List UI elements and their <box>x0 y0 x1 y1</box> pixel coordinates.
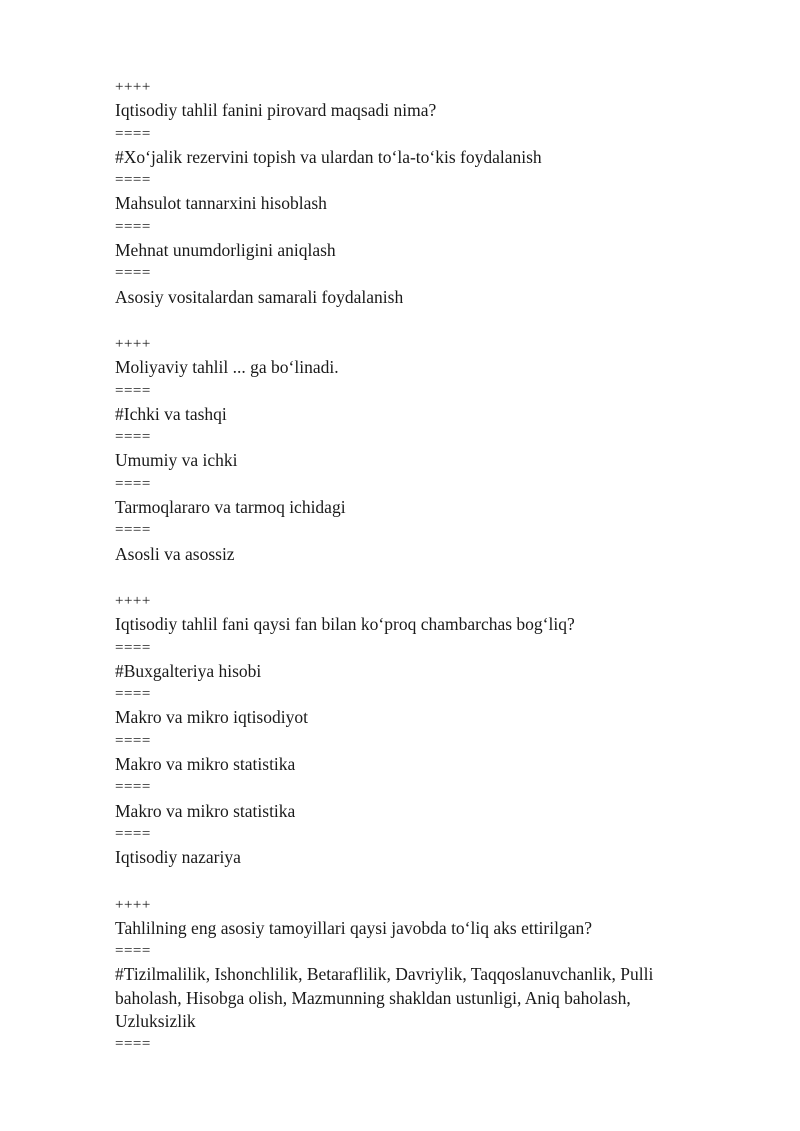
answer-option: Iqtisodiy nazariya <box>115 847 241 868</box>
question-block-3 <box>115 590 715 870</box>
question-text: Iqtisodiy tahlil fani qaysi fan bilan ko‘proq chambarchas bog‘liq? <box>115 614 575 635</box>
answer-separator: ==== <box>115 429 151 446</box>
question-text: Iqtisodiy tahlil fanini pirovard maqsadi nima? <box>115 100 437 121</box>
answer-separator: ==== <box>115 382 151 399</box>
answer-option-correct: #Ichki va tashqi <box>115 403 227 424</box>
answer-separator: ==== <box>115 686 151 703</box>
question-start-marker: ++++ <box>115 335 151 352</box>
answer-option: Mahsulot tannarxini hisoblash <box>115 193 327 214</box>
answer-separator: ==== <box>115 639 151 656</box>
answer-separator: ==== <box>115 522 151 539</box>
answer-separator: ==== <box>115 825 151 842</box>
answer-option: Makro va mikro statistika <box>115 754 296 775</box>
answer-separator: ==== <box>115 218 151 235</box>
answer-option: Makro va mikro statistika <box>115 800 296 821</box>
question-block-1 <box>115 76 715 309</box>
answer-option: Asosli va asossiz <box>115 543 235 564</box>
answer-separator: ==== <box>115 475 151 492</box>
answer-separator: ==== <box>115 125 151 142</box>
answer-option: Makro va mikro iqtisodiyot <box>115 707 308 728</box>
question-start-marker: ++++ <box>115 79 151 95</box>
answer-separator: ==== <box>115 779 151 796</box>
answer-option: Asosiy vositalardan samarali foydalanish <box>115 286 404 307</box>
question-text: Tahlilning eng asosiy tamoyillari qaysi javobda to‘liq aks ettirilgan? <box>115 917 593 938</box>
question-text: Moliyaviy tahlil ... ga bo‘linadi. <box>115 357 339 378</box>
document-page <box>115 76 715 1057</box>
answer-option-correct: #Buxgalteriya hisobi <box>115 660 262 681</box>
answer-separator: ==== <box>115 172 151 189</box>
answer-option-correct: #Tizilmalilik, Ishonchlilik, Betaraflilik, Davriylik, Taqqoslanuvchanlik, Pulli baholash, Hisobga olish, Mazmunning shakldan ustunligi, Aniq baholash, Uzluksizlik <box>115 964 654 1031</box>
answer-option: Umumiy va ichki <box>115 450 238 471</box>
answer-separator: ==== <box>115 1036 151 1053</box>
question-start-marker: ++++ <box>115 592 151 609</box>
answer-separator: ==== <box>115 943 151 960</box>
answer-option-correct: #Xo‘jalik rezervini topish va ulardan to‘la-to‘kis foydalanish <box>115 146 542 167</box>
answer-option: Tarmoqlararo va tarmoq ichidagi <box>115 497 346 518</box>
answer-separator: ==== <box>115 265 151 282</box>
question-block-4 <box>115 894 715 1057</box>
question-start-marker: ++++ <box>115 896 151 913</box>
answer-option: Mehnat unumdorligini aniqlash <box>115 240 336 261</box>
question-block-2 <box>115 333 715 566</box>
answer-separator: ==== <box>115 732 151 749</box>
